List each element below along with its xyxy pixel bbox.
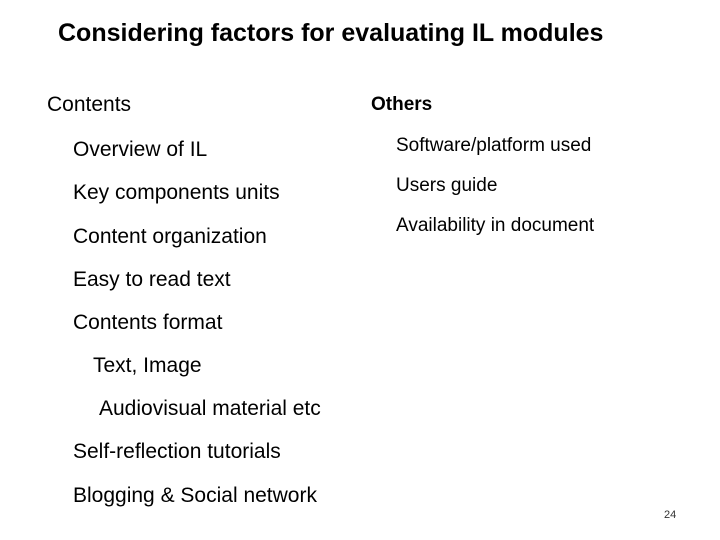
contents-item-contents-format: Contents format bbox=[73, 311, 223, 334]
contents-item-self-reflection: Self-reflection tutorials bbox=[73, 440, 281, 463]
slide-title: Considering factors for evaluating IL modules bbox=[58, 19, 604, 47]
contents-item-blogging: Blogging & Social network bbox=[73, 484, 317, 507]
others-item-users-guide: Users guide bbox=[396, 175, 498, 196]
others-heading: Others bbox=[371, 94, 433, 115]
contents-item-easy-to-read: Easy to read text bbox=[73, 268, 231, 291]
others-item-software: Software/platform used bbox=[396, 135, 592, 156]
contents-subitem-audiovisual: Audiovisual material etc bbox=[99, 397, 321, 420]
page-number: 24 bbox=[664, 509, 677, 521]
contents-item-content-organization: Content organization bbox=[73, 225, 267, 248]
contents-heading: Contents bbox=[47, 93, 132, 116]
contents-subitem-text-image: Text, Image bbox=[93, 354, 202, 377]
contents-item-overview: Overview of IL bbox=[73, 138, 208, 161]
others-item-availability: Availability in document bbox=[396, 215, 595, 236]
contents-item-key-components: Key components units bbox=[73, 181, 280, 204]
